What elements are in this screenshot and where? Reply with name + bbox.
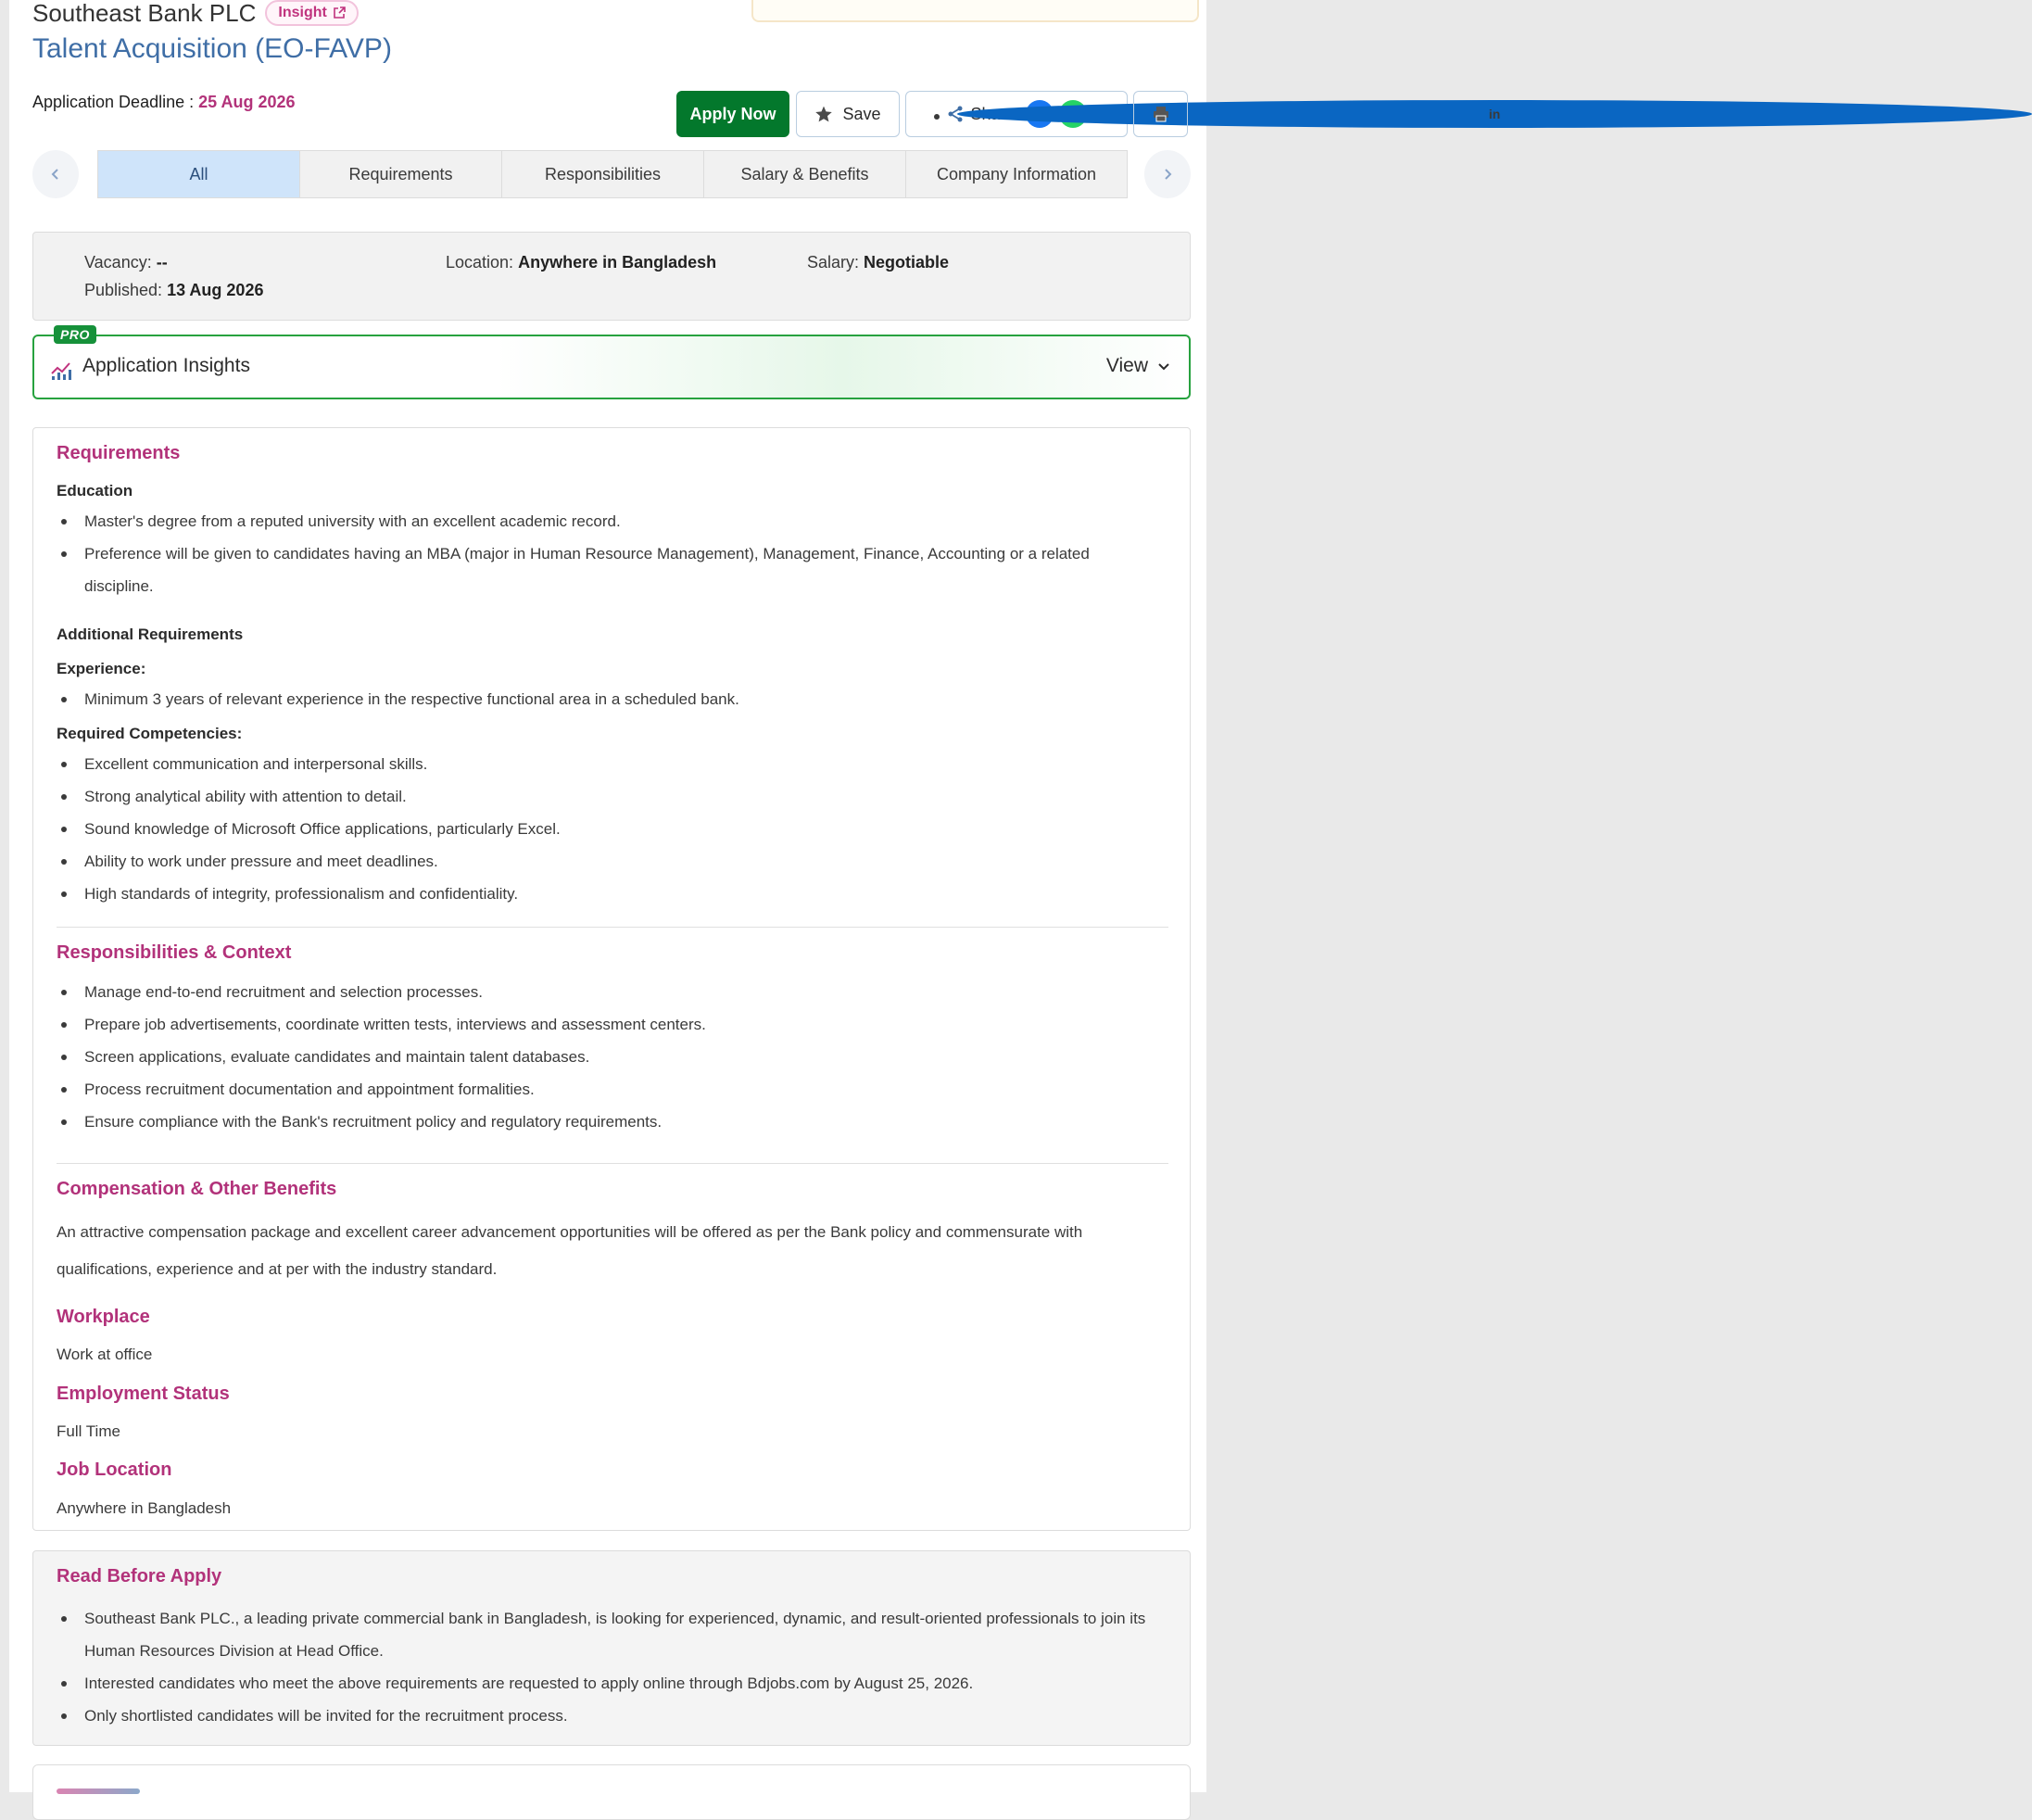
workplace-heading: Workplace [57,1307,150,1327]
chevron-left-icon [49,168,62,181]
divider [57,1163,1168,1164]
salary-value: Negotiable [864,253,950,272]
competency-item: Sound knowledge of Microsoft Office applications, particularly Excel. [84,813,1159,845]
deadline-label: Application Deadline : [32,93,199,111]
read-before-item: Only shortlisted candidates will be invited for the recruitment process. [84,1700,1159,1732]
insight-label: Insight [278,5,327,20]
responsibility-item: Manage end-to-end recruitment and selection processes. [84,976,1159,1008]
read-before-heading: Read Before Apply [57,1566,222,1586]
published-info [84,281,263,300]
salary-label: Salary: [807,253,860,272]
experience-heading: Experience: [57,660,146,677]
external-link-icon [333,6,346,19]
job-summary [32,232,1191,321]
promo-box [751,0,1199,22]
job-location-heading: Job Location [57,1460,172,1480]
read-before-apply-card [32,1550,1191,1746]
vacancy-value: -- [156,253,168,272]
read-before-item: Southeast Bank PLC., a leading private commercial bank in Bangladesh, is looking for experienced, dynamic, and result-oriented professionals to join its Human Resources Division at Head Office. [84,1602,1159,1667]
compensation-heading: Compensation & Other Benefits [57,1179,337,1199]
responsibility-item: Screen applications, evaluate candidates and maintain talent databases. [84,1041,1159,1073]
workplace-value: Work at office [57,1346,153,1363]
share-bar [905,91,1501,137]
linkedin-icon[interactable]: in [957,100,2032,128]
employment-status-value: Full Time [57,1422,120,1440]
tab-responsibilities[interactable]: Responsibilities [502,151,704,197]
save-button[interactable] [796,91,900,137]
competency-item: Strong analytical ability with attention to detail. [84,780,1159,813]
additional-requirements-heading: Additional Requirements [57,626,244,643]
vacancy-info [84,253,168,272]
tab-requirements[interactable]: Requirements [300,151,502,197]
job-title: Talent Acquisition (EO-FAVP) [32,33,392,64]
tab-all[interactable]: All [98,151,300,197]
responsibility-item: Prepare job advertisements, coordinate written tests, interviews and assessment centers. [84,1008,1159,1041]
tab-navigation [32,150,1191,198]
chevron-down-icon [1157,360,1170,373]
competency-item: Excellent communication and interpersonal skills. [84,748,1159,780]
read-before-item: Interested candidates who meet the above requirements are requested to apply online through Bdjobs.com by August 25, 2026. [84,1667,1159,1700]
deadline-date: 25 Aug 2026 [198,93,296,111]
competencies-heading: Required Competencies: [57,725,243,742]
job-details-card [32,427,1191,1531]
save-label: Save [842,104,881,123]
education-item: Preference will be given to candidates having an MBA (major in Human Resource Management), Management, Finance, Accounting or a related discipline. [84,537,1159,602]
apply-now-button[interactable]: Apply Now [676,91,789,137]
job-location-value: Anywhere in Bangladesh [57,1499,232,1517]
job-details-page [9,0,1501,1792]
salary-info [807,253,949,272]
tabs-prev-button[interactable] [32,150,79,198]
company-logo [57,1788,140,1794]
insights-view-toggle[interactable] [1106,355,1170,377]
analytics-icon [49,357,73,381]
insights-title: Application Insights [82,355,250,376]
tab-list [97,150,1128,198]
competency-item: Ability to work under pressure and meet deadlines. [84,845,1159,878]
employment-status-heading: Employment Status [57,1384,230,1404]
responsibilities-heading: Responsibilities & Context [57,942,292,963]
tab-salary-benefits[interactable]: Salary & Benefits [704,151,906,197]
education-item: Master's degree from a reputed university with an excellent academic record. [84,505,1159,537]
published-value: 13 Aug 2026 [167,281,264,299]
location-info [446,253,716,272]
tabs-next-button[interactable] [1144,150,1191,198]
star-icon [814,105,833,123]
responsibility-item: Process recruitment documentation and appointment formalities. [84,1073,1159,1106]
location-value: Anywhere in Bangladesh [518,253,717,272]
print-button[interactable] [1133,91,1188,137]
education-heading: Education [57,482,133,499]
application-deadline [32,93,296,112]
company-info-card [32,1764,1191,1820]
chevron-right-icon [1161,168,1174,181]
application-insights-panel[interactable] [32,327,1191,399]
tab-company-information[interactable]: Company Information [906,151,1127,197]
responsibility-item: Ensure compliance with the Bank's recruitment policy and regulatory requirements. [84,1106,1159,1138]
compensation-text: An attractive compensation package and excellent career advancement opportunities will be offered as per the Bank policy and commensurate with qualifications, experience and at per with the industry standard. [57,1223,1083,1278]
insight-badge[interactable] [265,0,358,26]
competency-item: High standards of integrity, professionalism and confidentiality. [84,878,1159,910]
company-header [32,0,359,26]
divider [57,927,1168,928]
insights-view-label: View [1105,355,1148,376]
experience-item: Minimum 3 years of relevant experience in the respective functional area in a scheduled bank. [84,683,1159,715]
published-label: Published: [84,281,163,299]
company-name: Southeast Bank PLC [32,0,257,27]
requirements-heading: Requirements [57,443,181,463]
printer-icon [1152,105,1170,123]
vacancy-label: Vacancy: [84,253,152,272]
pro-badge: PRO [54,325,96,344]
location-label: Location: [446,253,514,272]
